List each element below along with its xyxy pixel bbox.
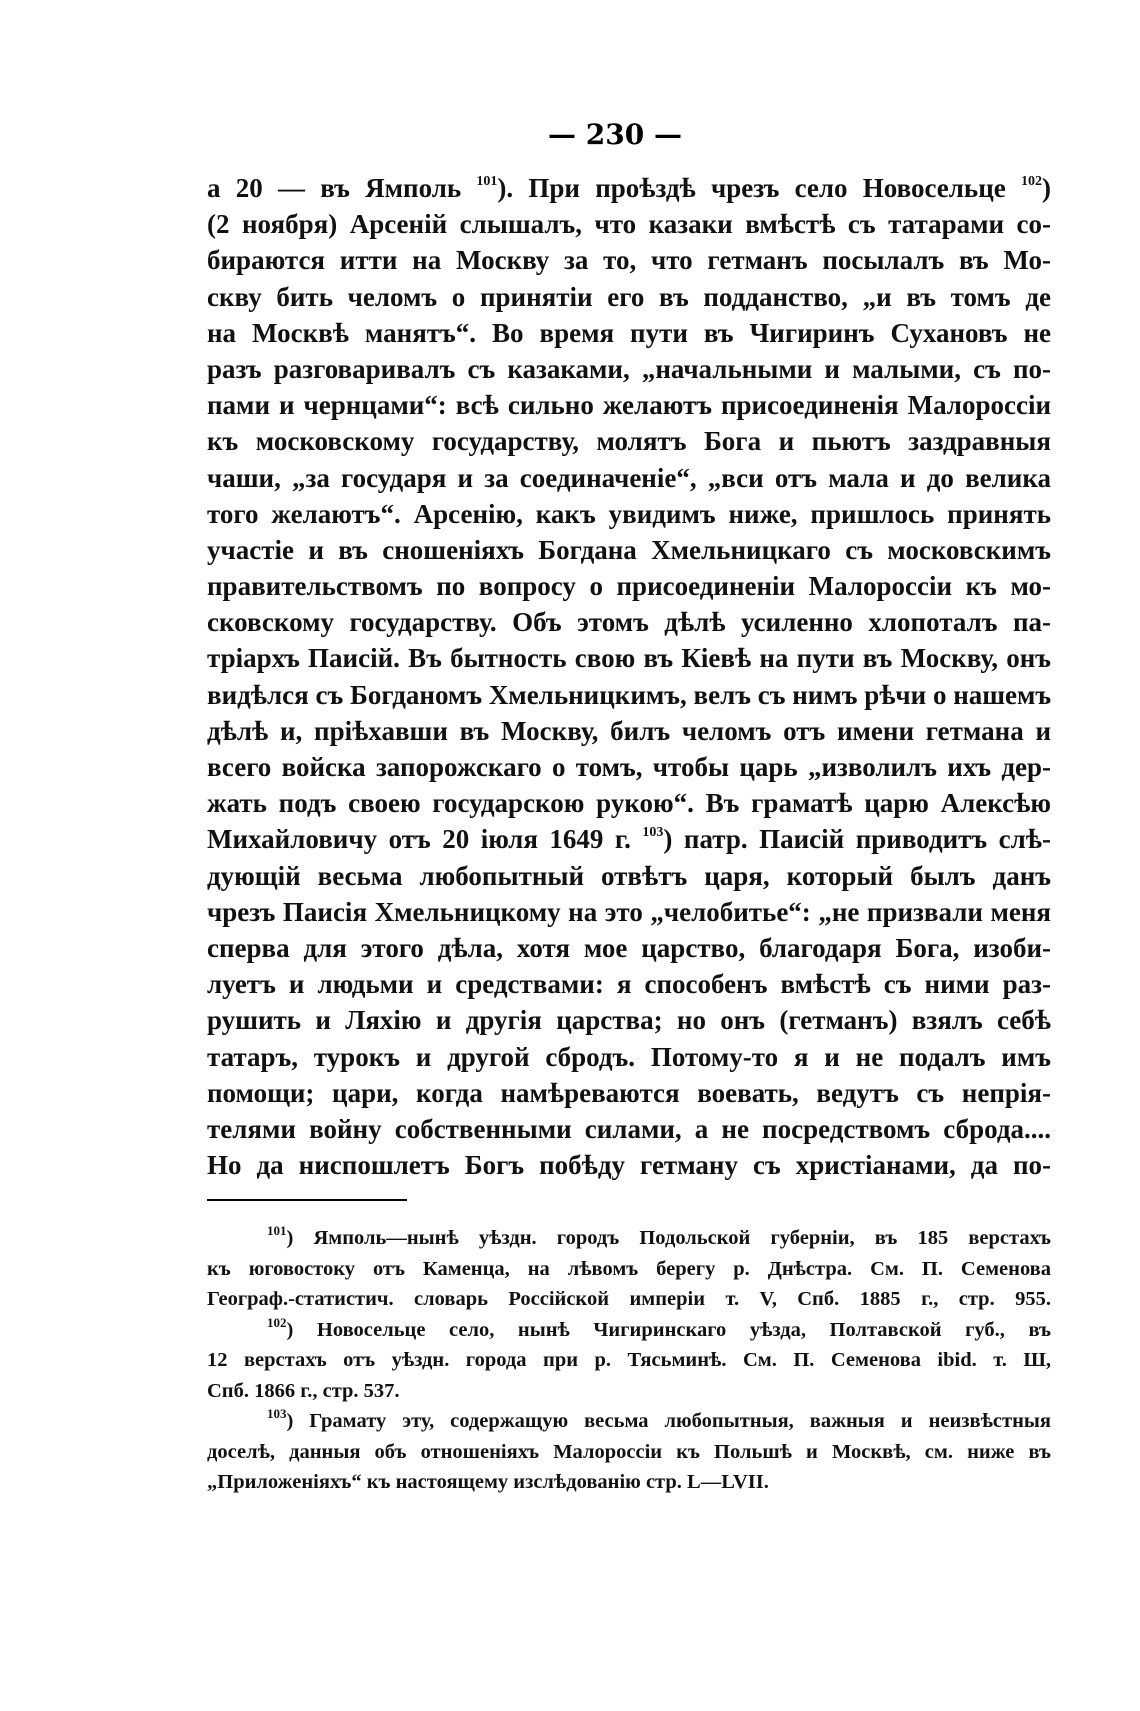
footnote-text: ) Грамату эту, содержащую весьма любопытныя, важныя и неизвѣстныя (286, 1410, 1051, 1432)
footnote-text: ) Новосельце село, нынѣ Чигиринскаго уѣзда, Полтавской губ., въ (286, 1318, 1051, 1341)
footnote-text: доселѣ, данныя объ отношеніяхъ Малороссіи къ Польшѣ и Москвѣ, см. ниже въ (207, 1440, 1051, 1463)
text-line-content: того желаютъ“. Арсенію, какъ увидимъ ниже, пришлось принять (207, 498, 1051, 529)
footnote-line (207, 1315, 1051, 1346)
text-line (207, 170, 1051, 206)
text-line (207, 821, 1051, 857)
footnote-number: 102 (267, 1314, 287, 1330)
text-line-content: всего войска запорожскаго о томъ, чтобы царь „изволилъ ихъ дер- (207, 752, 1051, 782)
text-line (207, 785, 1051, 821)
text-line (207, 532, 1051, 568)
text-line (207, 1039, 1051, 1075)
footnote-number: 101 (267, 1223, 287, 1238)
footnote-reference: 103 (642, 825, 664, 841)
text-line (207, 604, 1051, 640)
text-line (207, 423, 1051, 459)
text-line-content: а 20 — въ Ямполь (207, 173, 477, 203)
text-line-content: сперва для этого дѣла, хотя мое царство, благодаря Бога, изоби- (207, 932, 1051, 963)
text-line-content: къ московскому государству, молятъ Бога и пьютъ заздравныя (207, 426, 1051, 457)
text-line (207, 279, 1051, 315)
text-line-content: тріархъ Паисій. Въ бытность свою въ Кіевѣ на пути въ Москву, онъ (207, 643, 1051, 674)
text-line (207, 930, 1051, 966)
text-line-content: правительствомъ по вопросу о присоединеніи Малороссіи къ мо- (207, 571, 1051, 602)
footnotes (207, 1223, 1051, 1498)
text-line (207, 894, 1051, 930)
text-line (207, 460, 1051, 496)
footnote-text: Географ.-статистич. словарь Россійской имперіи т. V, Спб. 1885 г., стр. 955. (207, 1288, 1051, 1310)
text-line-content: помощи; цари, когда намѣреваются воевать, ведутъ съ непрія- (207, 1077, 1051, 1108)
footnote-line (207, 1467, 1051, 1498)
footnote-line (207, 1376, 1051, 1407)
text-line (207, 387, 1051, 423)
text-line-content: луетъ и людьми и средствами: я способенъ вмѣстѣ съ ними раз- (207, 969, 1051, 1000)
text-line (207, 677, 1051, 713)
footnote-line (207, 1406, 1051, 1437)
footnote (207, 1223, 1051, 1315)
text-line (207, 568, 1051, 604)
footnote-line (207, 1345, 1051, 1376)
text-line-content: участіе и въ сношеніяхъ Богдана Хмельницкаго съ московскимъ (207, 534, 1051, 565)
text-line (207, 496, 1051, 532)
text-line-content: пами и чернцами“: всѣ сильно желаютъ присоединенія Малороссіи (207, 390, 1051, 421)
text-line-content: дѣлѣ и, пріѣхавши въ Москву, билъ челомъ отъ имени гетмана и (207, 715, 1051, 746)
footnote-number: 103 (267, 1406, 287, 1421)
footnote-reference: 102 (1021, 174, 1042, 189)
footnote-line (207, 1437, 1051, 1468)
text-line-content: Михайловичу отъ 20 іюля 1649 г. (207, 824, 643, 855)
footnote-reference: 101 (476, 174, 498, 189)
text-line-content: жать подъ своею государскою рукою“. Въ граматѣ царю Алексѣю (207, 788, 1051, 819)
footnote (207, 1315, 1051, 1407)
text-line-content: ) (1042, 173, 1051, 203)
text-line-content: скву бить челомъ о принятіи его въ подданство, „и въ томъ де (207, 281, 1051, 312)
text-line (207, 858, 1051, 894)
text-line-content: Но да ниспошлетъ Богъ побѣду гетману съ христіанами, да по- (207, 1150, 1051, 1181)
text-line (207, 1075, 1051, 1111)
text-line-content: бираются итти на Москву за то, что гетманъ посылалъ въ Мо- (207, 245, 1051, 276)
text-line (207, 1002, 1051, 1038)
text-line (207, 1147, 1051, 1183)
footnote-text: „Приложеніяхъ“ къ настоящему изслѣдованію стр. L—LVII. (207, 1471, 769, 1493)
footnote-separator (207, 1199, 407, 1201)
text-line-content: татаръ, турокъ и другой сбродъ. Потому-то я и не подалъ имъ (207, 1041, 1051, 1072)
text-line (207, 1111, 1051, 1147)
text-line-content: ). При проѣздѣ чрезъ село Новосельце (497, 173, 1021, 203)
footnote (207, 1406, 1051, 1498)
text-line-content: сковскому государству. Объ этомъ дѣлѣ усиленно хлопоталъ па- (207, 607, 1051, 638)
text-line-content: рушить и Ляхію и другія царства; но онъ (гетманъ) взялъ себѣ (207, 1005, 1051, 1036)
text-line-content: чаши, „за государя и за соединаченіе“, „вси отъ мала и до велика (207, 462, 1051, 493)
text-line-content: чрезъ Паисія Хмельницкому на это „челобитье“: „не призвали меня (207, 896, 1051, 927)
footnote-line (207, 1223, 1051, 1254)
text-line-content: видѣлся съ Богданомъ Хмельницкимъ, велъ съ нимъ рѣчи о нашемъ (207, 679, 1052, 710)
footnote-text: 12 верстахъ отъ уѣздн. города при р. Тясьминѣ. См. П. Семенова ibid. т. Ш, (207, 1349, 1051, 1371)
text-line (207, 242, 1051, 278)
text-line (207, 713, 1051, 749)
text-line (207, 315, 1051, 351)
text-line (207, 351, 1051, 387)
text-line (207, 749, 1051, 785)
page-number: — 230 — (548, 118, 682, 151)
main-text-body (207, 170, 1051, 1183)
text-line (207, 640, 1051, 676)
text-line-content: (2 ноября) Арсеній слышалъ, что казаки вмѣстѣ съ татарами со- (207, 209, 1051, 240)
footnote-text: ) Ямполь—нынѣ уѣздн. городъ Подольской губерніи, въ 185 верстахъ (286, 1227, 1051, 1249)
footnote-text: Спб. 1866 г., стр. 537. (207, 1379, 400, 1402)
text-line-content: разъ разговаривалъ съ казаками, „начальными и малыми, съ по- (207, 353, 1051, 384)
text-line-content: дующій весьма любопытный отвѣтъ царя, который былъ данъ (207, 860, 1051, 891)
footnote-line (207, 1254, 1051, 1285)
footnote-text: къ юговостоку отъ Каменца, на лѣвомъ берегу р. Днѣстра. См. П. Семенова (207, 1257, 1051, 1280)
text-line (207, 966, 1051, 1002)
text-line-content: ) патр. Паисій приводитъ слѣ- (663, 824, 1051, 855)
text-line-content: телями войну собственными силами, а не посредствомъ сброда.... (207, 1113, 1051, 1144)
footnote-line (207, 1284, 1051, 1315)
text-line (207, 206, 1051, 242)
text-line-content: на Москвѣ манятъ“. Во время пути въ Чигиринъ Сухановъ не (207, 317, 1051, 348)
